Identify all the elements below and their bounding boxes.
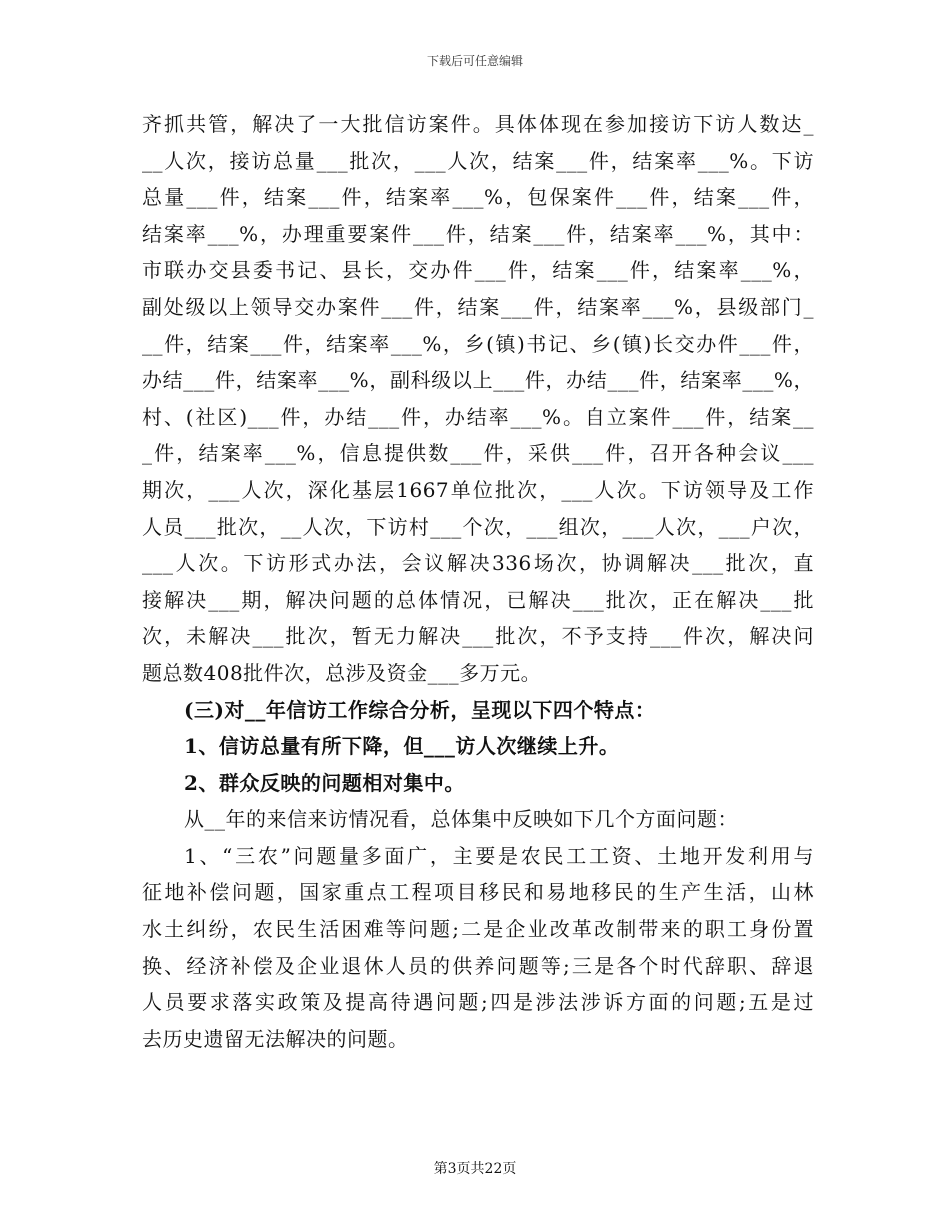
text-line: 征地补偿问题，国家重点工程项目移民和易地移民的生产生活，山林 (142, 880, 814, 905)
feature-point-2: 2、群众反映的问题相对集中。 (184, 770, 465, 795)
text-line: 1、“三农”问题量多面广，主要是农民工工资、土地开发利用与 (184, 843, 814, 868)
text-line: 办结___件，结案率___%，副科级以上___件，办结___件，结案率___%， (142, 368, 814, 393)
text-line: 村、(社区)___件，办结___件，办结率___%。自立案件___件，结案__ (142, 404, 814, 429)
page-header: 下载后可任意编辑 (426, 54, 523, 68)
text-line: 次，未解决___批次，暂无力解决___批次，不予支持___件次，解决问 (142, 624, 814, 649)
text-line: 市联办交县委书记、县长，交办件___件，结案___件，结案率___%， (142, 258, 814, 283)
section-heading: (三)对__年信访工作综合分析，呈现以下四个特点： (184, 697, 656, 722)
text-line: 人员___批次，__人次，下访村___个次，___组次，___人次，___户次， (142, 514, 814, 539)
text-line: 换、经济补偿及企业退休人员的供养问题等;三是各个时代辞职、辞退 (142, 953, 814, 978)
text-line: 去历史遗留无法解决的问题。 (142, 1026, 409, 1051)
text-line: __件，结案___件，结案率___%，乡(镇)书记、乡(镇)长交办件___件， (142, 331, 814, 356)
text-line: __人次，接访总量___批次，___人次，结案___件，结案率___%。下访 (142, 148, 814, 173)
text-line: 结案率___%，办理重要案件___件，结案___件，结案率___%，其中： (142, 221, 814, 246)
text-line: ___人次。下访形式办法，会议解决336场次，协调解决___批次，直 (142, 551, 814, 576)
text-line: 齐抓共管，解决了一大批信访案件。具体体现在参加接访下访人数达_ (142, 112, 814, 136)
intro-line: 从__年的来信来访情况看，总体集中反映如下几个方面问题： (184, 807, 738, 832)
text-line: 接解决___期，解决问题的总体情况，已解决___批次，正在解决___批 (142, 587, 814, 612)
text-line: 题总数408批件次，总涉及资金___多万元。 (142, 660, 542, 685)
text-line: 人员要求落实政策及提高待遇问题;四是涉法涉诉方面的问题;五是过 (142, 990, 814, 1015)
page-footer: 第3页共22页 (433, 1161, 517, 1177)
text-line: 期次，___人次，深化基层1667单位批次，___人次。下访领导及工作 (142, 477, 814, 502)
text-line: _件，结案率___%，信息提供数___件，采供___件，召开各种会议___ (142, 441, 814, 466)
feature-point-1: 1、信访总量有所下降，但___访人次继续上升。 (184, 734, 620, 759)
text-line: 水土纠纷，农民生活困难等问题;二是企业改革改制带来的职工身份置 (142, 917, 814, 942)
text-line: 副处级以上领导交办案件___件，结案___件，结案率___%，县级部门_ (142, 294, 814, 319)
text-line: 总量___件，结案___件，结案率___%，包保案件___件，结案___件， (142, 185, 814, 210)
document-body (142, 106, 814, 1057)
